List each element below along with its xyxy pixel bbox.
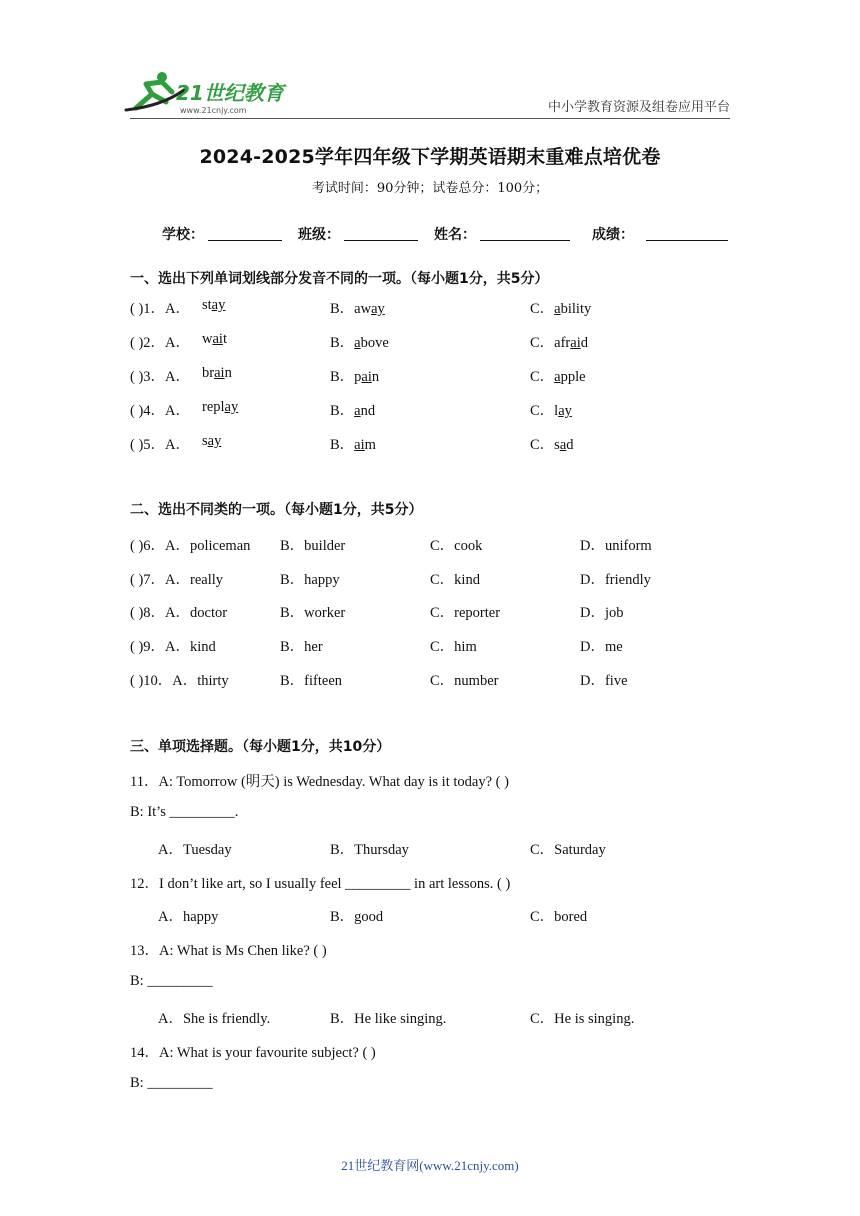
- exam-title: 2024-2025学年四年级下学期英语期末重难点培优卷: [199, 146, 661, 168]
- option-b[interactable]: B．away: [330, 301, 385, 317]
- question-11-response: B: It’s _________.: [130, 804, 239, 820]
- logo-url: www.21cnjy.com: [180, 106, 247, 115]
- option-a[interactable]: replay: [202, 399, 239, 415]
- question-row: [130, 297, 760, 319]
- logo: [122, 70, 292, 116]
- footer-link[interactable]: 21世纪教育网(www.21cnjy.com): [341, 1158, 519, 1173]
- option-b[interactable]: B．above: [330, 335, 389, 351]
- option-b[interactable]: B．fifteen: [280, 673, 343, 689]
- question-row: [130, 905, 760, 927]
- option-d[interactable]: D．five: [580, 673, 628, 689]
- class-label: 班级：: [298, 227, 340, 243]
- tagline: 中小学教育资源及组卷应用平台: [547, 100, 730, 115]
- question-12: 12．I don’t like art, so I usually feel _________ in art lessons. ( ): [130, 876, 511, 892]
- option-d[interactable]: D．me: [580, 639, 623, 655]
- option-c[interactable]: C．kind: [430, 572, 480, 588]
- option-d[interactable]: D．friendly: [580, 572, 651, 588]
- option-b[interactable]: B．and: [330, 403, 376, 419]
- section-3-heading: 三、单项选择题。（每小题1分，共10分）: [130, 739, 391, 755]
- option-a[interactable]: A．Tuesday: [158, 842, 232, 858]
- option-b[interactable]: B．builder: [280, 538, 346, 554]
- logo-text: 21世纪教育: [176, 81, 284, 105]
- question-row: [130, 838, 760, 860]
- option-c[interactable]: C．apple: [530, 369, 586, 385]
- option-d[interactable]: D．job: [580, 605, 624, 621]
- option-c[interactable]: C．him: [430, 639, 477, 655]
- option-a[interactable]: stay: [202, 297, 226, 313]
- question-row: [130, 534, 760, 556]
- runner-logo-icon: [122, 70, 292, 116]
- section-1-heading: 一、选出下列单词划线部分发音不同的一项。（每小题1分，共5分）: [130, 271, 549, 287]
- question-row: [130, 331, 760, 353]
- question-14: 14．A: What is your favourite subject? ( ): [130, 1045, 376, 1061]
- question-13-response: B: _________: [130, 973, 213, 989]
- q-number: ( )1．A．: [130, 301, 191, 317]
- option-c[interactable]: C．reporter: [430, 605, 501, 621]
- option-a[interactable]: ( )6．A．policeman: [130, 538, 251, 554]
- option-d[interactable]: D．uniform: [580, 538, 652, 554]
- option-a[interactable]: ( )10．A．thirty: [130, 673, 229, 689]
- school-field[interactable]: [162, 224, 282, 244]
- class-field[interactable]: [298, 224, 418, 244]
- header-divider: [130, 118, 730, 119]
- question-11: 11．A: Tomorrow (明天) is Wednesday. What day is it today? ( ): [130, 774, 509, 790]
- option-b[interactable]: B．her: [280, 639, 323, 655]
- q-number: ( )4．A．: [130, 403, 191, 419]
- question-13: 13．A: What is Ms Chen like? ( ): [130, 943, 327, 959]
- option-c[interactable]: C．bored: [530, 909, 588, 925]
- score-blank[interactable]: [646, 226, 728, 241]
- option-a[interactable]: A．She is friendly.: [158, 1011, 271, 1027]
- question-row: [130, 433, 760, 455]
- question-14-response: B: _________: [130, 1075, 213, 1091]
- option-b[interactable]: B．happy: [280, 572, 340, 588]
- option-c[interactable]: C．He is singing.: [530, 1011, 635, 1027]
- exam-subtitle: 考试时间：90分钟；试卷总分：100分；: [311, 181, 549, 196]
- option-b[interactable]: B．aim: [330, 437, 376, 453]
- option-a[interactable]: A．happy: [158, 909, 219, 925]
- name-blank[interactable]: [480, 226, 570, 241]
- q-number: ( )5．A．: [130, 437, 191, 453]
- option-c[interactable]: C．number: [430, 673, 499, 689]
- option-a[interactable]: say: [202, 433, 222, 449]
- school-label: 学校：: [162, 227, 204, 243]
- question-row: [130, 601, 760, 623]
- option-c[interactable]: C．sad: [530, 437, 574, 453]
- option-b[interactable]: B．Thursday: [330, 842, 409, 858]
- question-row: [130, 399, 760, 421]
- option-a[interactable]: ( )8．A．doctor: [130, 605, 228, 621]
- score-label: 成绩：: [592, 227, 634, 243]
- option-a[interactable]: ( )7．A．really: [130, 572, 224, 588]
- option-c[interactable]: C．Saturday: [530, 842, 606, 858]
- question-row: [130, 365, 760, 387]
- question-row: [130, 635, 760, 657]
- q-number: ( )2．A．: [130, 335, 191, 351]
- section-2-heading: 二、选出不同类的一项。（每小题1分，共5分）: [130, 502, 423, 518]
- option-a[interactable]: wait: [202, 331, 227, 347]
- name-field[interactable]: [434, 224, 570, 244]
- question-row: [130, 568, 760, 590]
- option-c[interactable]: C．ability: [530, 301, 592, 317]
- option-c[interactable]: C．afraid: [530, 335, 588, 351]
- q-number: ( )3．A．: [130, 369, 191, 385]
- question-row: [130, 669, 760, 691]
- option-a[interactable]: ( )9．A．kind: [130, 639, 216, 655]
- name-label: 姓名：: [434, 227, 476, 243]
- class-blank[interactable]: [344, 226, 418, 241]
- option-c[interactable]: C．cook: [430, 538, 483, 554]
- score-field[interactable]: [592, 224, 728, 244]
- option-a[interactable]: brain: [202, 365, 232, 381]
- option-b[interactable]: B．pain: [330, 369, 380, 385]
- school-blank[interactable]: [208, 226, 282, 241]
- option-b[interactable]: B．worker: [280, 605, 346, 621]
- question-row: [130, 1007, 760, 1029]
- option-b[interactable]: B．He like singing.: [330, 1011, 447, 1027]
- option-c[interactable]: C．lay: [530, 403, 572, 419]
- option-b[interactable]: B．good: [330, 909, 384, 925]
